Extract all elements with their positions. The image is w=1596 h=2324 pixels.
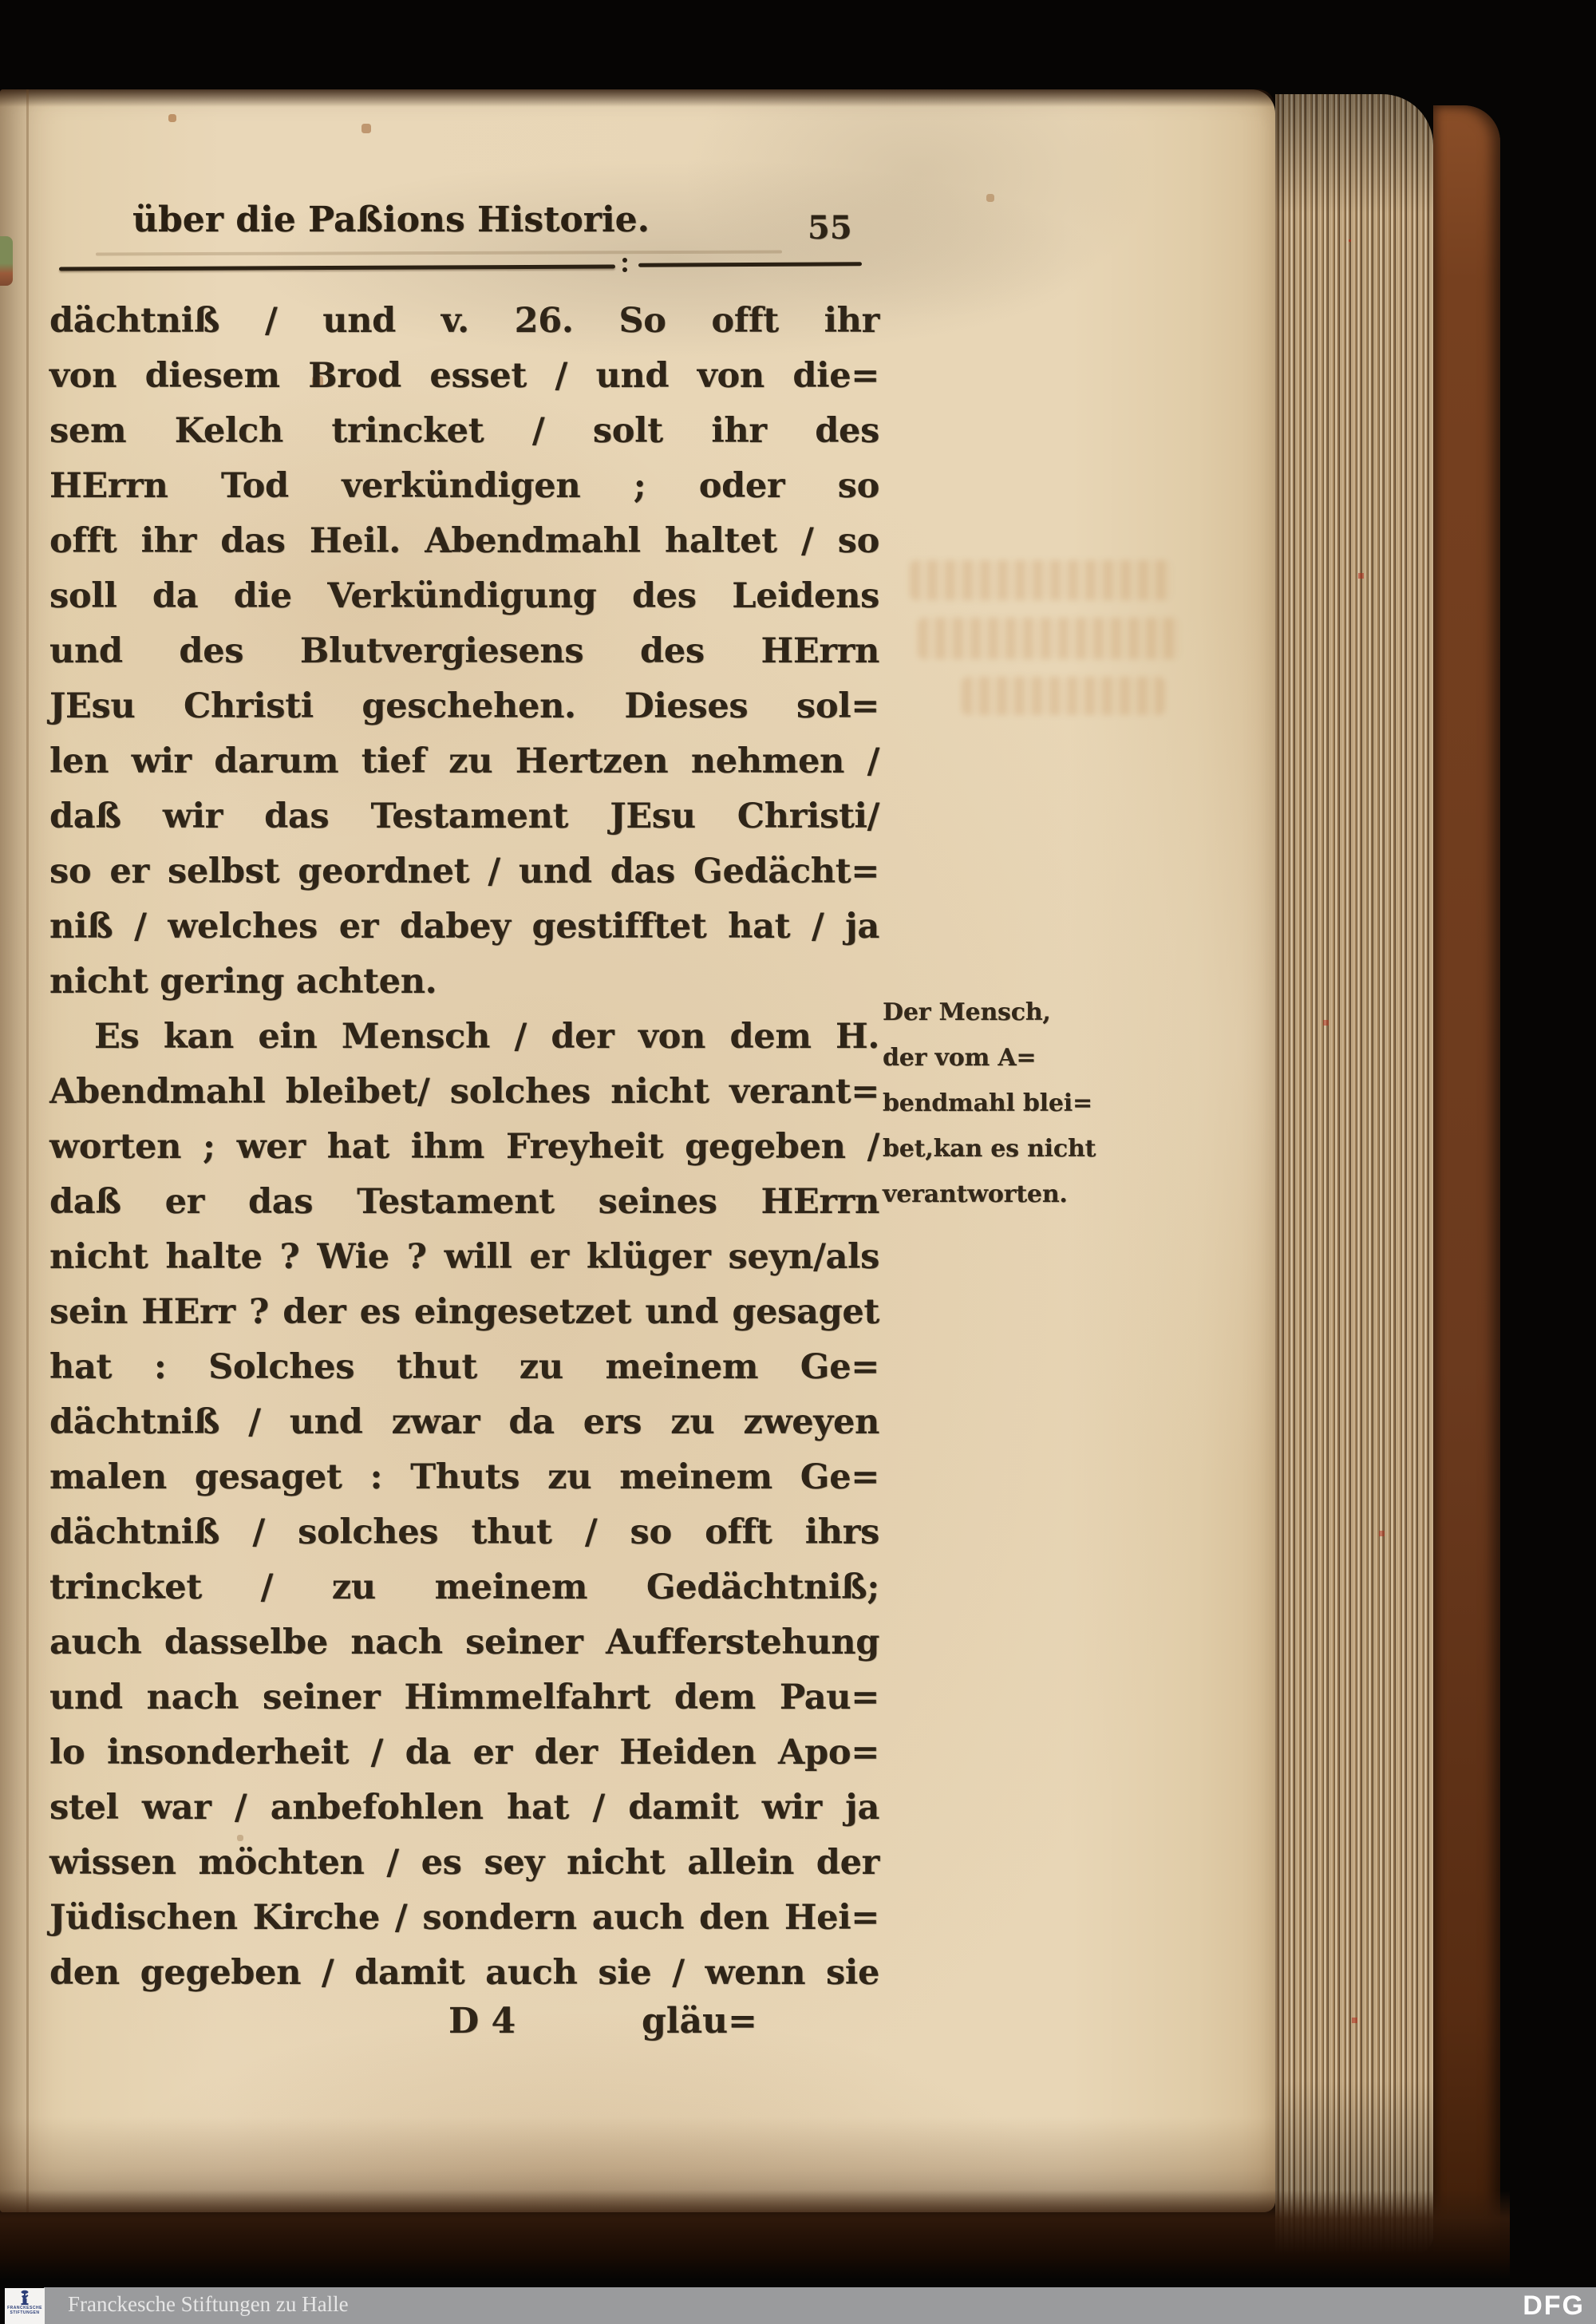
logo-text-line2: STIFTUNGEN: [10, 2310, 40, 2315]
text-line: von diesem Brod esset / und von die=: [49, 356, 879, 396]
text-line: len wir darum tief zu Hertzen nehmen /: [49, 741, 879, 781]
text-line: worten ; wer hat ihm Freyheit gegeben /: [49, 1127, 879, 1167]
catchword: gläu=: [642, 2001, 757, 2041]
header-rule-colon: [622, 258, 627, 263]
text-line: wissen möchten / es sey nicht allein der: [49, 1843, 879, 1883]
text-line: JEsu Christi geschehen. Dieses sol=: [49, 686, 879, 726]
gutter-crease: [26, 89, 29, 2212]
signature-row: [49, 1994, 879, 2049]
institution-logo: [5, 2288, 45, 2324]
header-rule-left: [59, 264, 615, 271]
margin-note-line: Der Mensch,: [883, 998, 1051, 1026]
margin-note-line: bendmahl blei=: [883, 1089, 1092, 1117]
text-line: auch dasselbe nach seiner Aufferstehung: [49, 1622, 879, 1662]
logo-text-line1: FRANCKESCHE: [7, 2306, 42, 2310]
text-line: so er selbst geordnet / und das Gedächt=: [49, 852, 879, 891]
bleedthrough-text: [918, 618, 1181, 659]
text-line: soll da die Verkündigung des Leidens: [49, 576, 879, 616]
fore-edge-pages: [1275, 94, 1433, 2254]
text-line: nicht halte ? Wie ? will er klüger seyn/als: [49, 1237, 879, 1277]
text-line: daß er das Testament seines HErrn: [49, 1182, 879, 1222]
book-bottom-shadow: [0, 2190, 1510, 2279]
text-line: malen gesaget : Thuts zu meinem Ge=: [49, 1457, 879, 1497]
header-rule-shadow: [96, 250, 782, 255]
text-line: offt ihr das Heil. Abendmahl haltet / so: [49, 521, 879, 561]
text-line: trincket / zu meinem Gedächtniß;: [49, 1567, 879, 1607]
text-line: HErrn Tod verkündigen ; oder so: [49, 466, 879, 506]
header-rule-right: [638, 262, 862, 267]
text-line: dächtniß / und v. 26. So offt ihr: [49, 301, 879, 341]
page-number: 55: [808, 209, 852, 247]
margin-note-line: der vom A=: [883, 1044, 1037, 1072]
margin-note-line: verantworten.: [883, 1180, 1068, 1208]
bleedthrough-text: [910, 560, 1173, 600]
text-line: hat : Solches thut zu meinem Ge=: [49, 1347, 879, 1387]
fore-edge-red-flecks: [1349, 239, 1351, 242]
text-line: sem Kelch trincket / solt ihr des: [49, 411, 879, 451]
body-text-block: [49, 294, 879, 2001]
book-page: [0, 89, 1275, 2212]
running-header: über die Paßions Historie.: [132, 200, 650, 240]
text-line: nicht gering achten.: [49, 962, 437, 1002]
text-line: Jüdischen Kirche / sondern auch den Hei=: [49, 1898, 879, 1938]
margin-note-line: bet,kan es nicht: [883, 1135, 1096, 1163]
leather-cover-edge: [1433, 105, 1500, 2271]
text-line: dächtniß / und zwar da ers zu zweyen: [49, 1402, 879, 1442]
text-line: daß wir das Testament JEsu Christi/: [49, 796, 879, 836]
text-line: lo insonderheit / da er der Heiden Apo=: [49, 1733, 879, 1773]
bleedthrough-text: [962, 677, 1165, 715]
text-line: sein HErr ? der es eingesetzet und gesaget: [49, 1292, 879, 1332]
dfg-logo: DFG: [1523, 2290, 1585, 2321]
text-line: den gegeben / damit auch sie / wenn sie: [49, 1953, 879, 1993]
viewer-footer: [0, 2287, 1596, 2324]
margin-note: [883, 990, 1186, 1217]
text-line: und des Blutvergiesens des HErrn: [49, 631, 879, 671]
text-line: Es kan ein Mensch / der von dem H.: [94, 1017, 879, 1057]
institution-label: Franckesche Stiftungen zu Halle: [68, 2292, 349, 2316]
franckesche-stiftungen-icon: [17, 2290, 33, 2306]
paper-specks: [0, 89, 2, 91]
text-line: niß / welches er dabey gestifftet hat / ja: [49, 907, 879, 947]
marbled-edge-fragment: [0, 236, 13, 286]
text-line: dächtniß / solches thut / so offt ihrs: [49, 1512, 879, 1552]
text-line: und nach seiner Himmelfahrt dem Pau=: [49, 1678, 879, 1717]
text-line: Abendmahl bleibet/ solches nicht verant=: [49, 1072, 879, 1112]
text-line: stel war / anbefohlen hat / damit wir ja: [49, 1788, 879, 1828]
gathering-signature: D 4: [448, 2001, 516, 2041]
